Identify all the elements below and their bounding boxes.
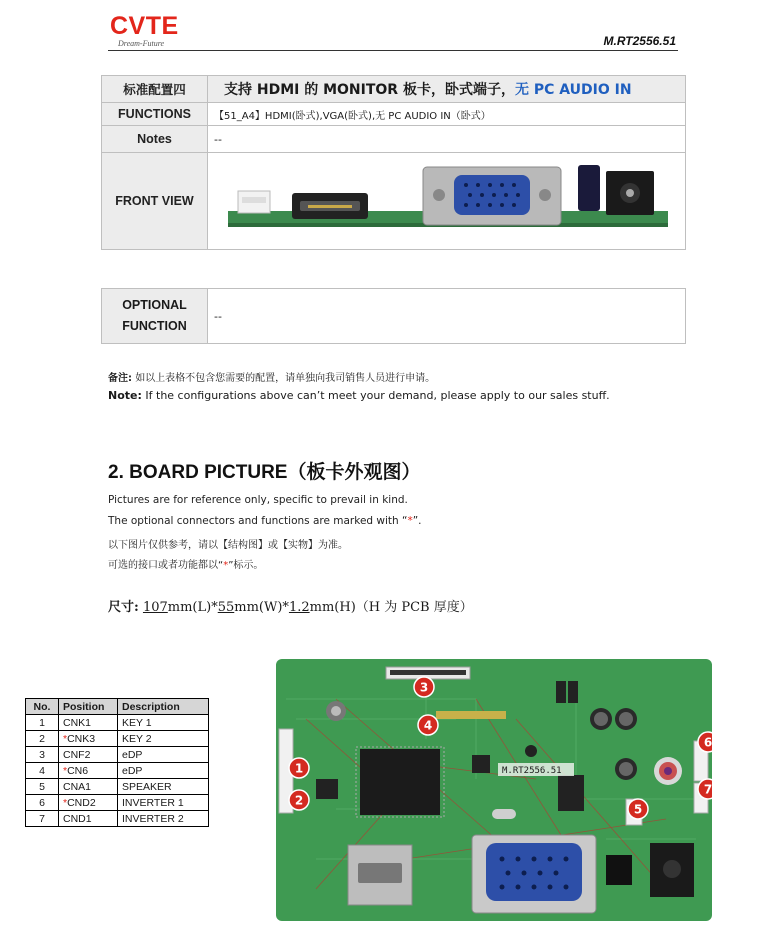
header-description: Description [118,699,209,715]
table-row [26,811,209,827]
row-position [59,747,118,763]
config-title-prefix: 支持 HDMI 的 MONITOR 板卡，卧式端子， [224,82,515,98]
optional-mark: * [63,796,68,809]
row-no: 2 [26,731,59,747]
size-height: 1.2 [288,600,310,615]
optional-mark: * [63,764,68,777]
size-length-unit: mm(L)* [167,600,218,615]
front-view-image [208,153,678,245]
config-title-value [208,76,686,103]
row-description: INVERTER 2 [118,811,209,827]
board-marker-5 [628,799,648,819]
table-row [26,795,209,811]
size-length: 107 [142,600,168,615]
size-height-unit: mm(H)（H 为 PCB 厚度） [309,600,473,615]
svg-text:4: 4 [423,718,433,733]
svg-text:1: 1 [294,761,304,776]
size-width-unit: mm(W)* [234,600,289,615]
notes-label: Notes [102,126,208,153]
front-view-cell [208,153,686,250]
row-description: eDP [118,747,209,763]
connector-position-table [25,698,209,827]
row-no: 4 [26,763,59,779]
section-title: 2. BOARD PICTURE（板卡外观图） [108,462,421,483]
line2-mark: * [407,515,413,527]
line2-suffix: ”. [412,515,422,527]
board-marker-2 [289,790,309,810]
position-name: CNF2 [63,748,91,761]
document-code: M.RT2556.51 [603,34,676,48]
row-no: 3 [26,747,59,763]
optional-label-line1: OPTIONAL [122,298,187,312]
row-position [59,779,118,795]
table-row [26,715,209,731]
optional-function-table [101,288,686,344]
section-line-2 [108,515,422,527]
functions-value: 【51_A4】HDMI(卧式),VGA(卧式),无 PC AUDIO IN（卧式） [208,103,686,126]
table-row [26,731,209,747]
row-position [59,731,118,747]
row-position [59,763,118,779]
row-description: INVERTER 1 [118,795,209,811]
line2-prefix: The optional connectors and functions are marked with “ [108,515,408,527]
position-name: CNK1 [63,716,92,729]
svg-text:6: 6 [703,735,712,750]
size-label: 尺寸: [108,600,139,615]
board-marker-3 [414,677,434,697]
logo-tagline: Dream-Future [118,39,165,48]
size-width: 55 [217,600,235,615]
row-position [59,795,118,811]
board-marker-6 [698,732,712,752]
notes-value: -- [208,126,686,153]
config-title-label: 标准配置四 [102,76,208,103]
row-position [59,811,118,827]
front-view-label: FRONT VIEW [102,153,208,250]
board-marker-1 [289,758,309,778]
table-row [26,763,209,779]
note-chinese [108,369,435,384]
header-divider [108,50,678,51]
configuration-table [101,75,686,250]
notes-row [102,126,686,153]
position-name: CND1 [63,812,92,825]
row-description: KEY 1 [118,715,209,731]
optional-label-line2: FUNCTION [122,319,187,333]
line4-suffix: ”标示。 [228,560,264,571]
cvte-logo: CVTE [110,12,179,40]
note-english [108,389,610,402]
position-table-header [26,699,209,715]
row-position [59,715,118,731]
functions-label: FUNCTIONS [102,103,208,126]
line4-mark: * [223,560,229,571]
functions-row [102,103,686,126]
row-no: 7 [26,811,59,827]
row-description: eDP [118,763,209,779]
section-line-3: 以下图片仅供参考，请以【结构图】或【实物】为准。 [108,540,348,551]
position-name: CNK3 [67,732,96,745]
position-name: CNA1 [63,780,92,793]
table-row [26,779,209,795]
row-description: KEY 2 [118,731,209,747]
optional-function-label [102,289,208,344]
header-position: Position [59,699,118,715]
config-title-highlight: 无 PC AUDIO IN [514,82,632,98]
section-line-4 [108,556,263,571]
note-en-text: If the configurations above can’t meet your demand, please apply to our sales stuff. [145,389,610,402]
row-description: SPEAKER [118,779,209,795]
row-no: 6 [26,795,59,811]
board-marker-4 [418,715,438,735]
note-cn-text: 如以上表格不包含您需要的配置，请单独向我司销售人员进行申请。 [135,373,436,384]
row-no: 1 [26,715,59,731]
note-cn-label: 备注: [108,373,132,384]
header-no: No. [26,699,59,715]
optional-mark: * [63,732,68,745]
row-no: 5 [26,779,59,795]
position-name: CN6 [67,764,89,777]
section-line-1: Pictures are for reference only, specific to prevail in kind. [108,494,408,506]
svg-text:7: 7 [703,782,712,797]
note-en-label: Note: [108,389,142,402]
svg-text:2: 2 [294,793,304,808]
board-size [108,596,473,615]
table-row [26,747,209,763]
line4-prefix: 可选的接口或者功能都以“ [108,560,224,571]
svg-text:3: 3 [419,680,429,695]
position-name: CND2 [67,796,96,809]
optional-function-value: -- [208,289,686,344]
board-picture [276,659,712,921]
board-silk-label: M.RT2556.51 [502,766,562,776]
front-view-row [102,153,686,250]
svg-text:5: 5 [633,802,643,817]
board-marker-7 [698,779,712,799]
config-title-row [102,76,686,103]
